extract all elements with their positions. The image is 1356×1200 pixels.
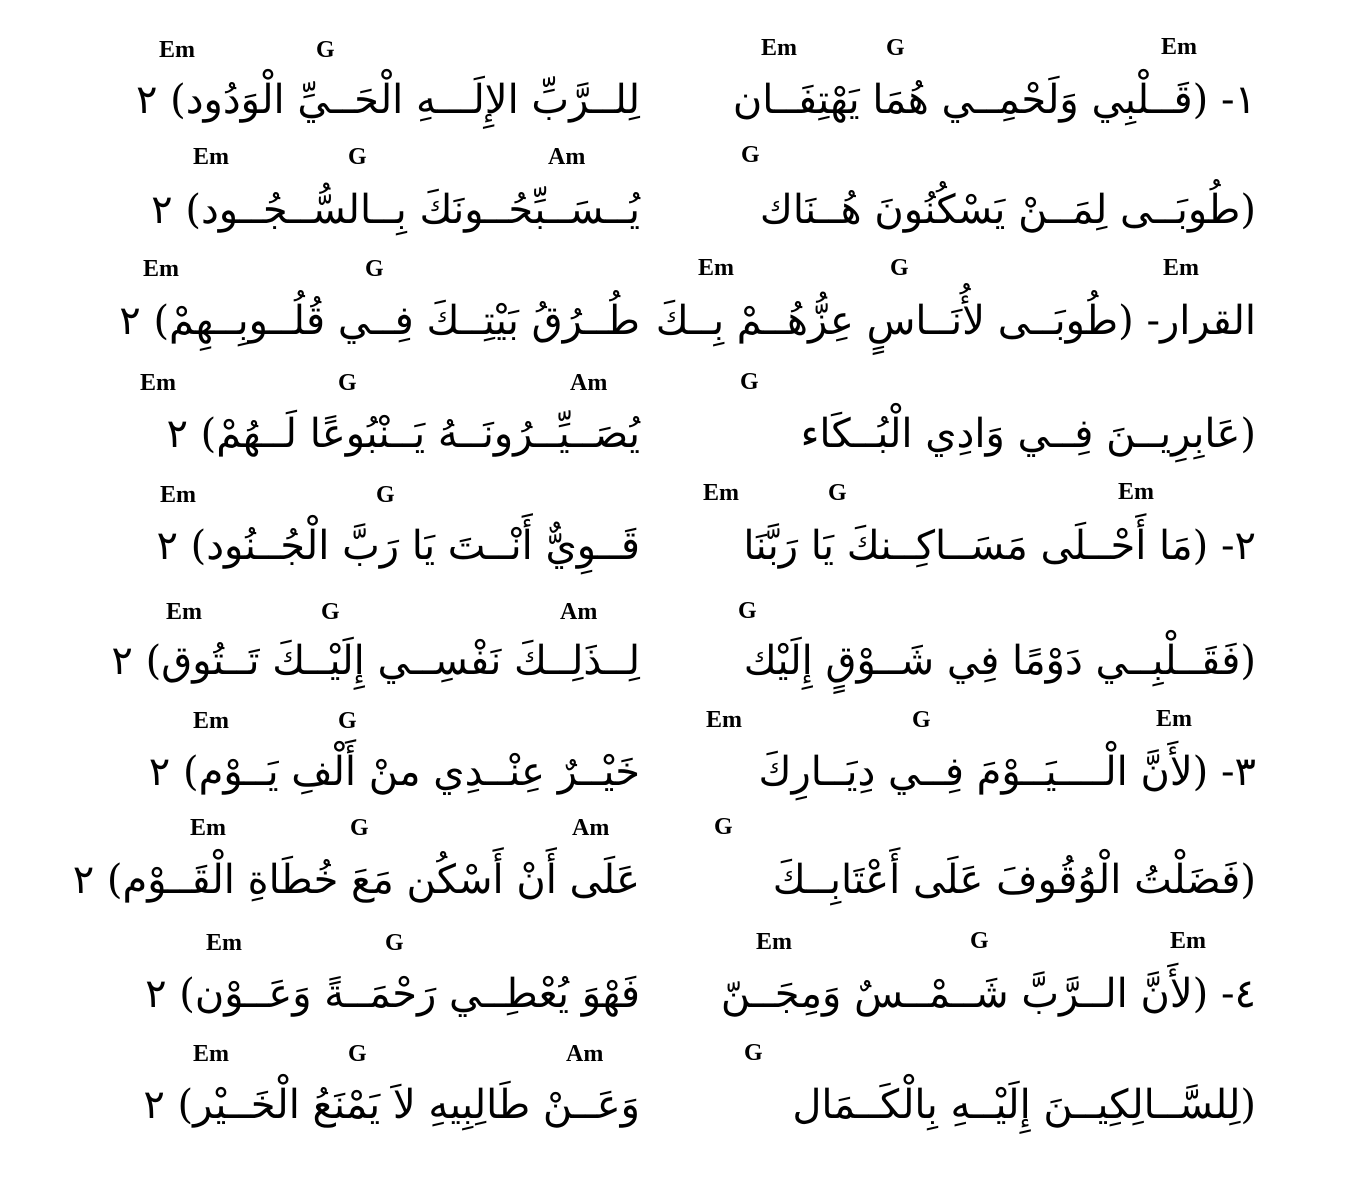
chord: Em [143, 256, 179, 282]
lyric-line-right: (فَضَلْتُ الْوُقُوفَ عَلَى أَعْتَابِــكَ [772, 857, 1256, 903]
lyric-line-left: طُــرُقُ بَيْتِــكَ فِــي قُلُــوبِــهِمْ) ٢ [119, 298, 640, 344]
chord: G [376, 482, 395, 508]
chord: G [316, 37, 335, 63]
chord: Em [703, 480, 739, 506]
chord: G [365, 256, 384, 282]
chord: Em [193, 708, 229, 734]
chord: Em [193, 144, 229, 170]
chord: Em [190, 815, 226, 841]
chord: Em [1163, 255, 1199, 281]
lyric-line-left: يُــسَــبِّحُــونَكَ بِــالسُّــجُــود) ٢ [151, 187, 640, 233]
lyric-line-left: خَيْــرٌ عِنْــدِي منْ أَلْفِ يَــوْم) ٢ [148, 749, 640, 795]
chord: Em [698, 255, 734, 281]
chord: G [348, 1041, 367, 1067]
chord: Am [572, 815, 610, 841]
lyric-line-left: وَعَــنْ طَالِبِيهِ لاَ يَمْنَعُ الْخَــيْر) ٢ [143, 1082, 640, 1128]
chord: G [741, 142, 760, 168]
lyric-line-left: فَهْوَ يُعْطِــي رَحْمَــةً وَعَــوْن) ٢ [145, 971, 640, 1017]
chord: G [890, 255, 909, 281]
chord: G [321, 599, 340, 625]
chord: G [744, 1040, 763, 1066]
chord: Em [1156, 706, 1192, 732]
chord: G [714, 814, 733, 840]
chord: Em [756, 929, 792, 955]
chord: G [738, 598, 757, 624]
chord: G [970, 928, 989, 954]
lyric-line-right: (لِلسَّــالِكِيــنَ إِلَيْــهِ بِالْكَــمَال [792, 1082, 1256, 1128]
chord: Am [570, 370, 608, 396]
lyric-line-left: عَلَى أَنْ أَسْكُن مَعَ خُطَاةِ الْقَــوْم) ٢ [72, 857, 640, 903]
lyric-line-right: القرار- (طُوبَــى لأُنَــاسٍ عِزُّهُــمْ بِــكَ [655, 298, 1256, 344]
lyric-line-right: ٣- (لأَنَّ الْــــيَــوْمَ فِــي دِيَــارِكَ [758, 749, 1256, 795]
chord: G [338, 708, 357, 734]
lyric-line-left: يُصَــيِّــرُونَــهُ يَــنْبُوعًا لَــهُمْ) ٢ [166, 411, 640, 457]
chord: Em [1161, 34, 1197, 60]
lyric-line-right: ٤- (لأَنَّ الــرَّبَّ شَــمْــسٌ وَمِجَــنّ [720, 971, 1256, 1017]
lyric-line-left: لِــذَلِــكَ نَفْسِــي إِلَيْــكَ تَــتُوق) ٢ [111, 638, 640, 684]
chord: Em [160, 482, 196, 508]
chord: G [912, 707, 931, 733]
chord: Em [206, 930, 242, 956]
chord: Em [193, 1041, 229, 1067]
chord: Am [566, 1041, 604, 1067]
chord: Am [560, 599, 598, 625]
chord: G [350, 815, 369, 841]
chord: Em [140, 370, 176, 396]
lyric-line-right: (فَقَــلْبِــي دَوْمًا فِي شَــوْقٍ إِلَيْك [743, 638, 1256, 684]
lyric-line-right: ١- (قَــلْبِي وَلَحْمِــي هُمَا يَهْتِفَــان [732, 77, 1256, 123]
lyric-line-right: ٢- (مَا أَحْــلَى مَسَــاكِــنكَ يَا رَبَّنَا [743, 523, 1256, 569]
chord: Em [706, 707, 742, 733]
chord: Em [166, 599, 202, 625]
chord: G [338, 370, 357, 396]
lyric-line-left: قَــوِيٌّ أَنْــتَ يَا رَبَّ الْجُــنُود) ٢ [156, 523, 640, 569]
chord: G [886, 35, 905, 61]
chord: G [828, 480, 847, 506]
chord: G [740, 369, 759, 395]
chord: G [385, 930, 404, 956]
chord: Em [761, 35, 797, 61]
chord: Em [1170, 928, 1206, 954]
chord: Em [1118, 479, 1154, 505]
lyric-line-left: لِلــرَّبِّ الإِلَـــهِ الْحَــيِّ الْوَدُود) ٢ [135, 77, 640, 123]
chord: G [348, 144, 367, 170]
chord: Em [159, 37, 195, 63]
lyric-line-right: (عَابِرِيــنَ فِــي وَادِي الْبُــكَاء [800, 411, 1256, 457]
chord: Am [548, 144, 586, 170]
lyric-line-right: (طُوبَــى لِمَــنْ يَسْكُنُونَ هُــنَاك [759, 187, 1256, 233]
